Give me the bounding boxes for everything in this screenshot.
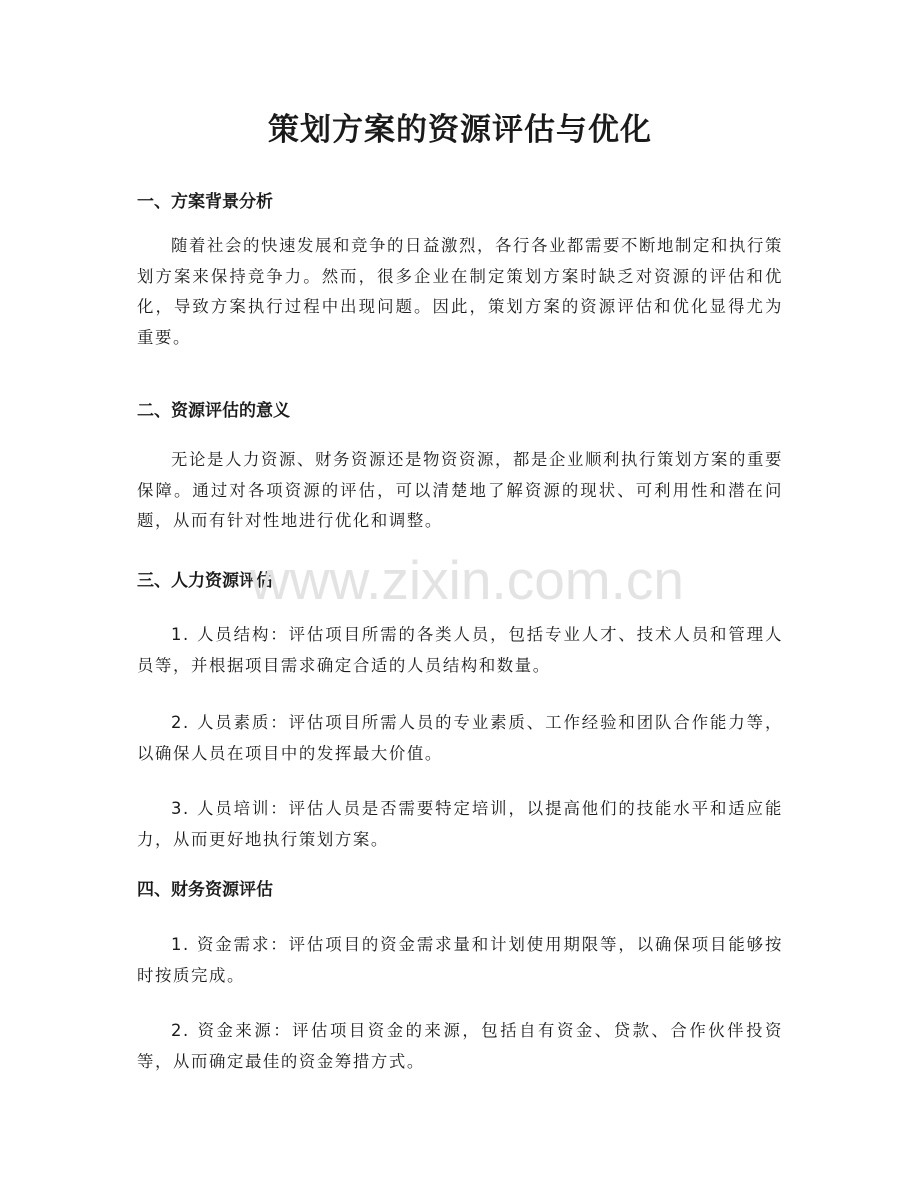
paragraph-personnel-quality: 2. 人员素质：评估项目所需人员的专业素质、工作经验和团队合作能力等，以确保人员在项目中的发挥最大价值。 [137, 713, 783, 763]
paragraph-significance: 无论是人力资源、财务资源还是物资资源，都是企业顺利执行策划方案的重要保障。通过对各项资源的评估，可以清楚地了解资源的现状、可利用性和潜在问题，从而有针对性地进行优化和调整。 [137, 450, 783, 530]
paragraph-funding-needs: 1. 资金需求：评估项目的资金需求量和计划使用期限等，以确保项目能够按时按质完成。 [137, 935, 783, 985]
paragraph-personnel-training: 3. 人员培训：评估人员是否需要特定培训，以提高他们的技能水平和适应能力，从而更好地执行策划方案。 [137, 799, 783, 849]
document-title: 策划方案的资源评估与优化 [268, 112, 652, 148]
section-heading-financial-resources: 四、财务资源评估 [137, 880, 273, 900]
section-heading-human-resources: 三、人力资源评估 [137, 571, 273, 591]
paragraph-funding-sources: 2. 资金来源：评估项目资金的来源，包括自有资金、贷款、合作伙伴投资等，从而确定最佳的资金筹措方式。 [137, 1021, 783, 1071]
watermark: www.zixin.com.cn [250, 549, 684, 611]
section-heading-background: 一、方案背景分析 [137, 192, 273, 212]
section-heading-significance: 二、资源评估的意义 [137, 401, 290, 421]
paragraph-background: 随着社会的快速发展和竞争的日益激烈，各行各业都需要不断地制定和执行策划方案来保持竞争力。然而，很多企业在制定策划方案时缺乏对资源的评估和优化，导致方案执行过程中出现问题。因此，策划方案的资源评估和优化显得尤为重要。 [137, 236, 783, 347]
paragraph-personnel-structure: 1. 人员结构：评估项目所需的各类人员，包括专业人才、技术人员和管理人员等，并根据项目需求确定合适的人员结构和数量。 [137, 625, 783, 675]
